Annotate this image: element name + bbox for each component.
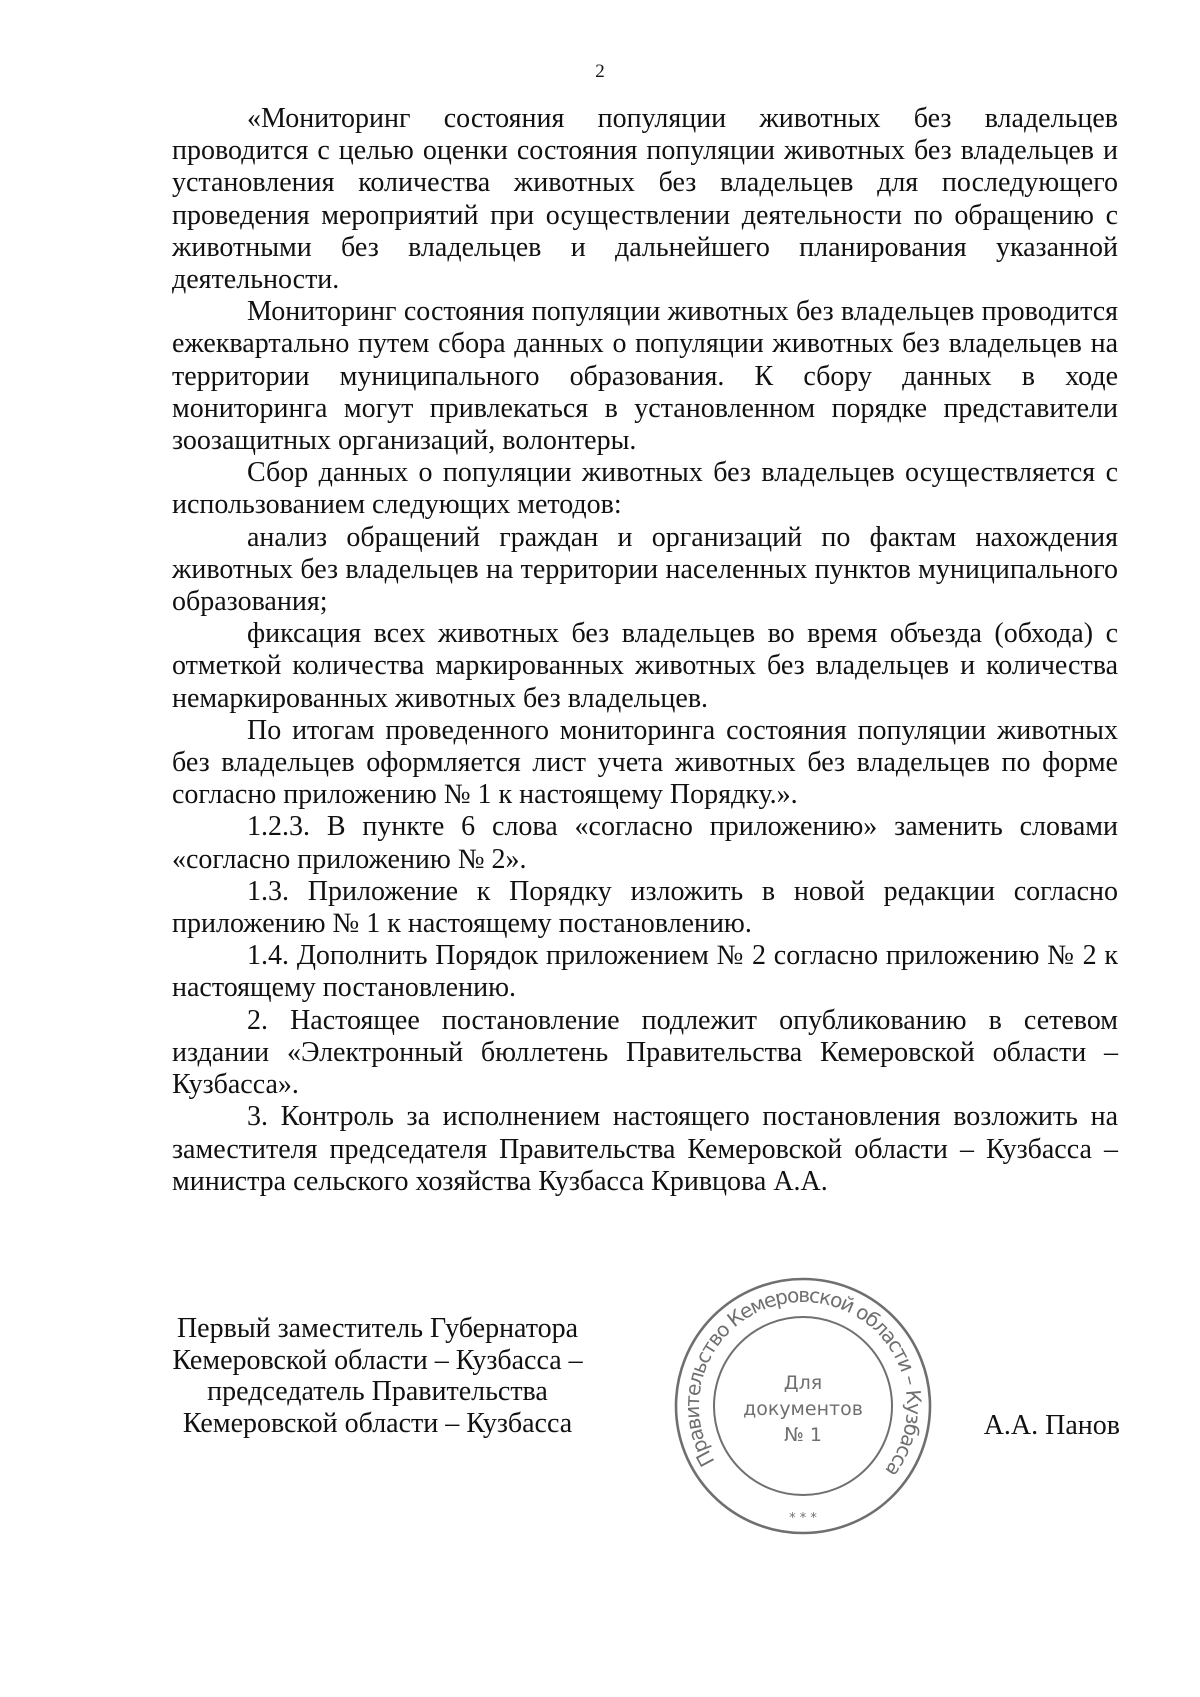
paragraph-item-1-3: 1.3. Приложение к Порядку изложить в новой редакции согласно приложению № 1 к настоящему постановлению. [172, 875, 1118, 940]
paragraph-method-fixation: фиксация всех животных без владельцев во время объезда (обхода) с отметкой количества маркированных животных без владельцев и количества немаркированных животных без владельцев. [172, 618, 1118, 714]
signatory-title-line: Кемеровской области – Кузбасса – [172, 1344, 583, 1376]
page-number: 2 [595, 61, 605, 82]
paragraph-item-1-4: 1.4. Дополнить Порядок приложением № 2 согласно приложению № 2 к настоящему постановлению. [172, 940, 1118, 1004]
signatory-title-line: председатель Правительства [207, 1376, 548, 1407]
paragraph-item-3-control: 3. Контроль за исполнением настоящего постановления возложить на заместителя председателя Правительства Кемеровской области – Кузбасса – министра сельского хозяйства Кузбасса Кривцова А.А. [172, 1101, 1118, 1197]
seal-stars: * * * [789, 1511, 817, 1526]
signatory-title [150, 1313, 605, 1439]
paragraph-monitoring-frequency: Мониторинг состояния популяции животных без владельцев проводится ежеквартально путем сбора данных о популяции животных без владельцев на территории муниципального образования. К сбору данных в ходе мониторинга могут привлекаться в установленном порядке представители зоозащитных организаций, волонтеры. [172, 296, 1118, 457]
official-seal [673, 1276, 933, 1536]
signatory-name: А.А. Панов [983, 1410, 1120, 1441]
seal-center-line: № 1 [784, 1424, 822, 1446]
signatory-title-line: Первый заместитель Губернатора [176, 1313, 579, 1344]
paragraph-item-2-publication: 2. Настоящее постановление подлежит опубликованию в сетевом издании «Электронный бюллетень Правительства Кемеровской области – Кузбасса». [172, 1004, 1118, 1101]
signatory-title-line: Кемеровской области – Кузбасса [182, 1407, 573, 1439]
seal-ring-text: Правительство Кемеровской области – Кузбасса [679, 1282, 927, 1482]
paragraph-method-appeals-analysis: анализ обращений граждан и организаций по фактам нахождения животных без владельцев на территории населенных пунктов муниципального образования; [172, 521, 1118, 618]
paragraph-monitoring-purpose: «Мониторинг состояния популяции животных без владельцев проводится с целью оценки состояния популяции животных без владельцев и установления количества животных без владельцев для последующего проведения мероприятий при осуществлении деятельности по обращению с животными без владельцев и дальнейшего планирования указанной деятельности. [172, 103, 1118, 296]
seal-center-line: документов [743, 1398, 863, 1420]
paragraph-data-collection-methods: Сбор данных о популяции животных без владельцев осуществляется с использованием следующих методов: [172, 457, 1118, 521]
document-body [172, 103, 1118, 1198]
paragraph-item-1-2-3: 1.2.3. В пункте 6 слова «согласно приложению» заменить словами «согласно приложению № 2». [172, 811, 1118, 875]
seal-center-line: Для [783, 1372, 823, 1394]
official-seal-stamp [673, 1276, 933, 1536]
paragraph-monitoring-results: По итогам проведенного мониторинга состояния популяции животных без владельцев оформляется лист учета животных без владельцев по форме согласно приложению № 1 к настоящему Порядку.». [172, 714, 1118, 811]
